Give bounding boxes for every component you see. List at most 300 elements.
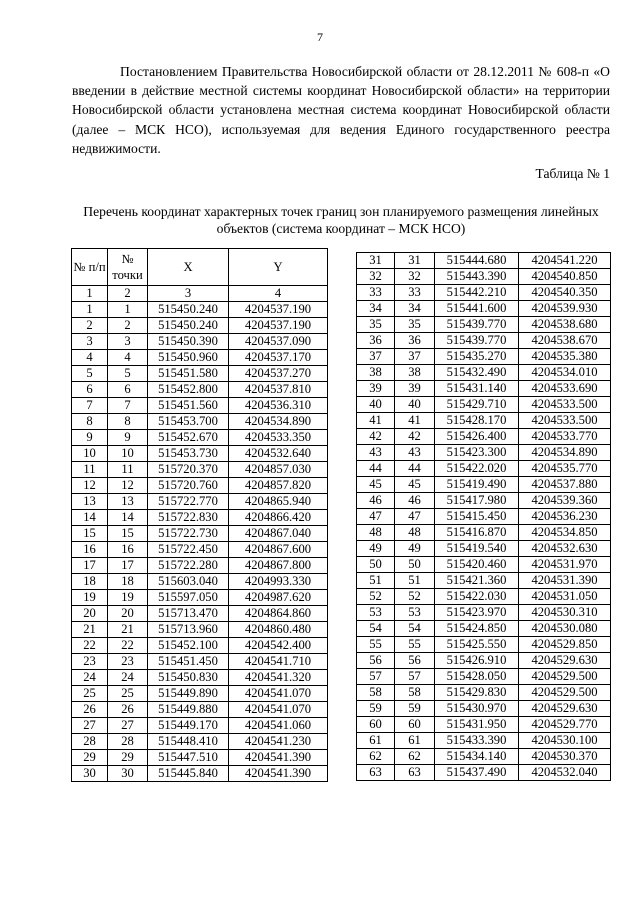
cell-num: 2 [72, 318, 108, 334]
cell-num: 23 [72, 654, 108, 670]
cell-y: 4204537.270 [229, 366, 328, 382]
cell-num: 39 [357, 381, 395, 397]
cell-y: 4204541.710 [229, 654, 328, 670]
cell-y: 4204541.070 [229, 702, 328, 718]
cell-point: 43 [395, 445, 435, 461]
cell-x: 515451.450 [148, 654, 229, 670]
cell-y: 4204539.360 [519, 493, 611, 509]
table-row [72, 734, 328, 750]
cell-point: 18 [108, 574, 148, 590]
coordinates-table-right [356, 252, 611, 781]
cell-point: 29 [108, 750, 148, 766]
cell-x: 515444.680 [435, 253, 519, 269]
cell-y: 4204542.400 [229, 638, 328, 654]
cell-y: 4204534.010 [519, 365, 611, 381]
cell-x: 515439.770 [435, 333, 519, 349]
cell-x: 515447.510 [148, 750, 229, 766]
table-row [357, 269, 611, 285]
cell-y: 4204866.420 [229, 510, 328, 526]
cell-x: 515416.870 [435, 525, 519, 541]
cell-y: 4204533.690 [519, 381, 611, 397]
column-number: 4 [229, 286, 328, 302]
cell-point: 34 [395, 301, 435, 317]
cell-num: 51 [357, 573, 395, 589]
cell-y: 4204531.390 [519, 573, 611, 589]
cell-point: 51 [395, 573, 435, 589]
table-row [357, 461, 611, 477]
cell-x: 515713.960 [148, 622, 229, 638]
cell-y: 4204541.070 [229, 686, 328, 702]
cell-num: 33 [357, 285, 395, 301]
column-number-row [72, 286, 328, 302]
cell-point: 63 [395, 765, 435, 781]
cell-x: 515442.210 [435, 285, 519, 301]
cell-x: 515448.410 [148, 734, 229, 750]
cell-x: 515451.560 [148, 398, 229, 414]
cell-point: 57 [395, 669, 435, 685]
cell-point: 54 [395, 621, 435, 637]
table-row [357, 717, 611, 733]
cell-y: 4204529.630 [519, 701, 611, 717]
table-label: Таблица № 1 [535, 166, 610, 181]
cell-point: 53 [395, 605, 435, 621]
cell-num: 25 [72, 686, 108, 702]
cell-y: 4204537.090 [229, 334, 328, 350]
table-row [72, 590, 328, 606]
cell-y: 4204534.890 [229, 414, 328, 430]
cell-x: 515451.580 [148, 366, 229, 382]
table-title: Перечень координат характерных точек границ зон планируемого размещения линейных объектов (система координат – МСК НСО) [83, 204, 599, 236]
cell-point: 52 [395, 589, 435, 605]
table-row [357, 541, 611, 557]
cell-y: 4204534.850 [519, 525, 611, 541]
cell-y: 4204540.350 [519, 285, 611, 301]
cell-num: 31 [357, 253, 395, 269]
cell-y: 4204541.230 [229, 734, 328, 750]
table-row [72, 494, 328, 510]
table-row [357, 653, 611, 669]
cell-point: 17 [108, 558, 148, 574]
cell-y: 4204537.190 [229, 318, 328, 334]
cell-x: 515449.170 [148, 718, 229, 734]
cell-x: 515722.450 [148, 542, 229, 558]
cell-y: 4204867.800 [229, 558, 328, 574]
cell-num: 63 [357, 765, 395, 781]
cell-y: 4204529.630 [519, 653, 611, 669]
cell-y: 4204538.680 [519, 317, 611, 333]
column-number: 2 [108, 286, 148, 302]
table-row [357, 285, 611, 301]
table-row [357, 509, 611, 525]
cell-y: 4204531.050 [519, 589, 611, 605]
cell-y: 4204987.620 [229, 590, 328, 606]
cell-num: 30 [72, 766, 108, 782]
cell-num: 38 [357, 365, 395, 381]
cell-y: 4204532.040 [519, 765, 611, 781]
cell-point: 16 [108, 542, 148, 558]
cell-x: 515603.040 [148, 574, 229, 590]
cell-num: 12 [72, 478, 108, 494]
table-row [357, 557, 611, 573]
cell-x: 515434.140 [435, 749, 519, 765]
table-row [357, 525, 611, 541]
table-row [357, 733, 611, 749]
cell-x: 515452.100 [148, 638, 229, 654]
cell-y: 4204532.640 [229, 446, 328, 462]
table-row [72, 430, 328, 446]
cell-num: 26 [72, 702, 108, 718]
cell-x: 515449.880 [148, 702, 229, 718]
cell-x: 515722.280 [148, 558, 229, 574]
table-row [357, 493, 611, 509]
cell-y: 4204535.380 [519, 349, 611, 365]
cell-num: 17 [72, 558, 108, 574]
cell-num: 36 [357, 333, 395, 349]
cell-num: 7 [72, 398, 108, 414]
cell-point: 32 [395, 269, 435, 285]
cell-point: 7 [108, 398, 148, 414]
cell-point: 42 [395, 429, 435, 445]
cell-point: 49 [395, 541, 435, 557]
header-point: № точки [108, 249, 148, 286]
table-row [72, 478, 328, 494]
cell-point: 35 [395, 317, 435, 333]
cell-point: 11 [108, 462, 148, 478]
cell-num: 28 [72, 734, 108, 750]
cell-num: 11 [72, 462, 108, 478]
cell-point: 14 [108, 510, 148, 526]
table-row [72, 654, 328, 670]
cell-num: 3 [72, 334, 108, 350]
cell-x: 515422.020 [435, 461, 519, 477]
table-row [72, 670, 328, 686]
cell-x: 515417.980 [435, 493, 519, 509]
cell-num: 29 [72, 750, 108, 766]
cell-x: 515720.370 [148, 462, 229, 478]
table-row [72, 366, 328, 382]
cell-x: 515449.890 [148, 686, 229, 702]
cell-y: 4204538.670 [519, 333, 611, 349]
cell-x: 515453.730 [148, 446, 229, 462]
cell-x: 515430.970 [435, 701, 519, 717]
table-row [357, 605, 611, 621]
table-row [357, 749, 611, 765]
cell-y: 4204529.500 [519, 685, 611, 701]
intro-paragraph: Постановлением Правительства Новосибирской области от 28.12.2011 № 608-п «О введении в действие местной системы координат Новосибирской области» на территории Новосибирской области установлена местная система координат Новосибирской области (далее – МСК НСО), используемая для ведения Единого государственного реестра недвижимости. [72, 64, 610, 156]
table-row [357, 621, 611, 637]
table-row [72, 750, 328, 766]
cell-num: 43 [357, 445, 395, 461]
cell-x: 515722.770 [148, 494, 229, 510]
cell-num: 50 [357, 557, 395, 573]
coordinates-table-left [71, 248, 328, 782]
cell-x: 515428.050 [435, 669, 519, 685]
cell-x: 515429.710 [435, 397, 519, 413]
cell-num: 34 [357, 301, 395, 317]
cell-y: 4204857.030 [229, 462, 328, 478]
cell-point: 15 [108, 526, 148, 542]
cell-point: 31 [395, 253, 435, 269]
cell-y: 4204537.170 [229, 350, 328, 366]
cell-num: 9 [72, 430, 108, 446]
cell-x: 515419.540 [435, 541, 519, 557]
cell-num: 37 [357, 349, 395, 365]
cell-point: 25 [108, 686, 148, 702]
table-row [72, 702, 328, 718]
cell-point: 33 [395, 285, 435, 301]
cell-num: 44 [357, 461, 395, 477]
cell-x: 515450.240 [148, 302, 229, 318]
cell-x: 515722.730 [148, 526, 229, 542]
table-row [72, 766, 328, 782]
cell-num: 53 [357, 605, 395, 621]
cell-y: 4204533.770 [519, 429, 611, 445]
cell-point: 9 [108, 430, 148, 446]
cell-y: 4204867.600 [229, 542, 328, 558]
cell-y: 4204864.860 [229, 606, 328, 622]
table-row [357, 317, 611, 333]
cell-x: 515450.240 [148, 318, 229, 334]
table-body-left [72, 302, 328, 782]
cell-point: 4 [108, 350, 148, 366]
cell-num: 52 [357, 589, 395, 605]
cell-x: 515720.760 [148, 478, 229, 494]
cell-y: 4204993.330 [229, 574, 328, 590]
cell-y: 4204539.930 [519, 301, 611, 317]
cell-x: 515450.960 [148, 350, 229, 366]
table-row [357, 685, 611, 701]
cell-point: 24 [108, 670, 148, 686]
cell-y: 4204530.080 [519, 621, 611, 637]
cell-point: 47 [395, 509, 435, 525]
table-row [72, 526, 328, 542]
cell-num: 21 [72, 622, 108, 638]
cell-point: 28 [108, 734, 148, 750]
cell-y: 4204530.370 [519, 749, 611, 765]
cell-y: 4204534.890 [519, 445, 611, 461]
cell-point: 59 [395, 701, 435, 717]
table-row [357, 301, 611, 317]
cell-point: 5 [108, 366, 148, 382]
cell-point: 44 [395, 461, 435, 477]
table-row [357, 477, 611, 493]
cell-x: 515435.270 [435, 349, 519, 365]
cell-num: 40 [357, 397, 395, 413]
cell-y: 4204867.040 [229, 526, 328, 542]
cell-num: 57 [357, 669, 395, 685]
table-row [357, 637, 611, 653]
table-row [72, 718, 328, 734]
cell-point: 37 [395, 349, 435, 365]
cell-num: 45 [357, 477, 395, 493]
cell-y: 4204533.500 [519, 413, 611, 429]
cell-num: 42 [357, 429, 395, 445]
cell-x: 515422.030 [435, 589, 519, 605]
cell-x: 515425.550 [435, 637, 519, 653]
cell-num: 19 [72, 590, 108, 606]
cell-point: 38 [395, 365, 435, 381]
cell-x: 515431.950 [435, 717, 519, 733]
cell-x: 515713.470 [148, 606, 229, 622]
cell-num: 62 [357, 749, 395, 765]
cell-x: 515722.830 [148, 510, 229, 526]
table-row [72, 302, 328, 318]
cell-x: 515432.490 [435, 365, 519, 381]
cell-x: 515443.390 [435, 269, 519, 285]
cell-num: 49 [357, 541, 395, 557]
table-row [72, 350, 328, 366]
table-row [357, 253, 611, 269]
cell-point: 22 [108, 638, 148, 654]
cell-num: 48 [357, 525, 395, 541]
cell-y: 4204865.940 [229, 494, 328, 510]
table-row [72, 638, 328, 654]
cell-num: 20 [72, 606, 108, 622]
cell-point: 45 [395, 477, 435, 493]
cell-x: 515428.170 [435, 413, 519, 429]
cell-num: 27 [72, 718, 108, 734]
cell-point: 6 [108, 382, 148, 398]
table-row [72, 622, 328, 638]
cell-y: 4204857.820 [229, 478, 328, 494]
cell-y: 4204541.390 [229, 766, 328, 782]
table-row [357, 765, 611, 781]
header-y: Y [229, 249, 328, 286]
cell-point: 10 [108, 446, 148, 462]
cell-y: 4204535.770 [519, 461, 611, 477]
cell-point: 55 [395, 637, 435, 653]
cell-num: 14 [72, 510, 108, 526]
table-row [72, 510, 328, 526]
cell-x: 515429.830 [435, 685, 519, 701]
table-row [72, 382, 328, 398]
cell-point: 40 [395, 397, 435, 413]
table-row [72, 462, 328, 478]
table-row [357, 365, 611, 381]
cell-num: 18 [72, 574, 108, 590]
cell-point: 8 [108, 414, 148, 430]
cell-x: 515439.770 [435, 317, 519, 333]
cell-y: 4204529.850 [519, 637, 611, 653]
cell-point: 50 [395, 557, 435, 573]
cell-num: 41 [357, 413, 395, 429]
cell-point: 19 [108, 590, 148, 606]
table-row [72, 318, 328, 334]
cell-y: 4204530.100 [519, 733, 611, 749]
cell-point: 62 [395, 749, 435, 765]
cell-y: 4204541.220 [519, 253, 611, 269]
cell-num: 59 [357, 701, 395, 717]
cell-y: 4204532.630 [519, 541, 611, 557]
cell-x: 515415.450 [435, 509, 519, 525]
table-row [357, 429, 611, 445]
cell-y: 4204530.310 [519, 605, 611, 621]
table-row [72, 574, 328, 590]
cell-point: 39 [395, 381, 435, 397]
cell-num: 16 [72, 542, 108, 558]
cell-x: 515450.830 [148, 670, 229, 686]
table-row [72, 686, 328, 702]
table-row [72, 334, 328, 350]
header-num: № п/п [72, 249, 108, 286]
table-row [357, 349, 611, 365]
column-number: 1 [72, 286, 108, 302]
cell-y: 4204529.770 [519, 717, 611, 733]
cell-y: 4204541.320 [229, 670, 328, 686]
cell-y: 4204541.060 [229, 718, 328, 734]
table-row [357, 573, 611, 589]
table-row [357, 333, 611, 349]
cell-num: 61 [357, 733, 395, 749]
cell-point: 41 [395, 413, 435, 429]
cell-x: 515433.390 [435, 733, 519, 749]
cell-point: 36 [395, 333, 435, 349]
cell-point: 23 [108, 654, 148, 670]
cell-num: 8 [72, 414, 108, 430]
cell-x: 515452.800 [148, 382, 229, 398]
cell-x: 515445.840 [148, 766, 229, 782]
cell-x: 515437.490 [435, 765, 519, 781]
cell-y: 4204533.350 [229, 430, 328, 446]
table-row [357, 589, 611, 605]
cell-point: 1 [108, 302, 148, 318]
cell-num: 24 [72, 670, 108, 686]
cell-y: 4204533.500 [519, 397, 611, 413]
table-row [72, 414, 328, 430]
cell-point: 13 [108, 494, 148, 510]
cell-num: 10 [72, 446, 108, 462]
cell-num: 54 [357, 621, 395, 637]
cell-x: 515419.490 [435, 477, 519, 493]
cell-x: 515597.050 [148, 590, 229, 606]
cell-num: 35 [357, 317, 395, 333]
cell-x: 515450.390 [148, 334, 229, 350]
cell-x: 515424.850 [435, 621, 519, 637]
cell-point: 26 [108, 702, 148, 718]
column-number: 3 [148, 286, 229, 302]
cell-x: 515423.300 [435, 445, 519, 461]
cell-point: 30 [108, 766, 148, 782]
cell-point: 12 [108, 478, 148, 494]
cell-y: 4204860.480 [229, 622, 328, 638]
table-header-row [72, 249, 328, 286]
cell-x: 515453.700 [148, 414, 229, 430]
cell-y: 4204537.190 [229, 302, 328, 318]
cell-num: 32 [357, 269, 395, 285]
cell-num: 47 [357, 509, 395, 525]
header-x: X [148, 249, 229, 286]
cell-x: 515441.600 [435, 301, 519, 317]
cell-point: 20 [108, 606, 148, 622]
cell-point: 56 [395, 653, 435, 669]
page-number: 7 [317, 30, 323, 44]
cell-point: 27 [108, 718, 148, 734]
table-row [72, 606, 328, 622]
table-row [357, 445, 611, 461]
cell-point: 48 [395, 525, 435, 541]
table-row [357, 381, 611, 397]
cell-y: 4204540.850 [519, 269, 611, 285]
table-row [72, 558, 328, 574]
cell-y: 4204541.390 [229, 750, 328, 766]
cell-point: 46 [395, 493, 435, 509]
cell-point: 60 [395, 717, 435, 733]
table-row [357, 701, 611, 717]
cell-y: 4204536.230 [519, 509, 611, 525]
cell-x: 515452.670 [148, 430, 229, 446]
cell-num: 58 [357, 685, 395, 701]
table-body-right [357, 253, 611, 781]
